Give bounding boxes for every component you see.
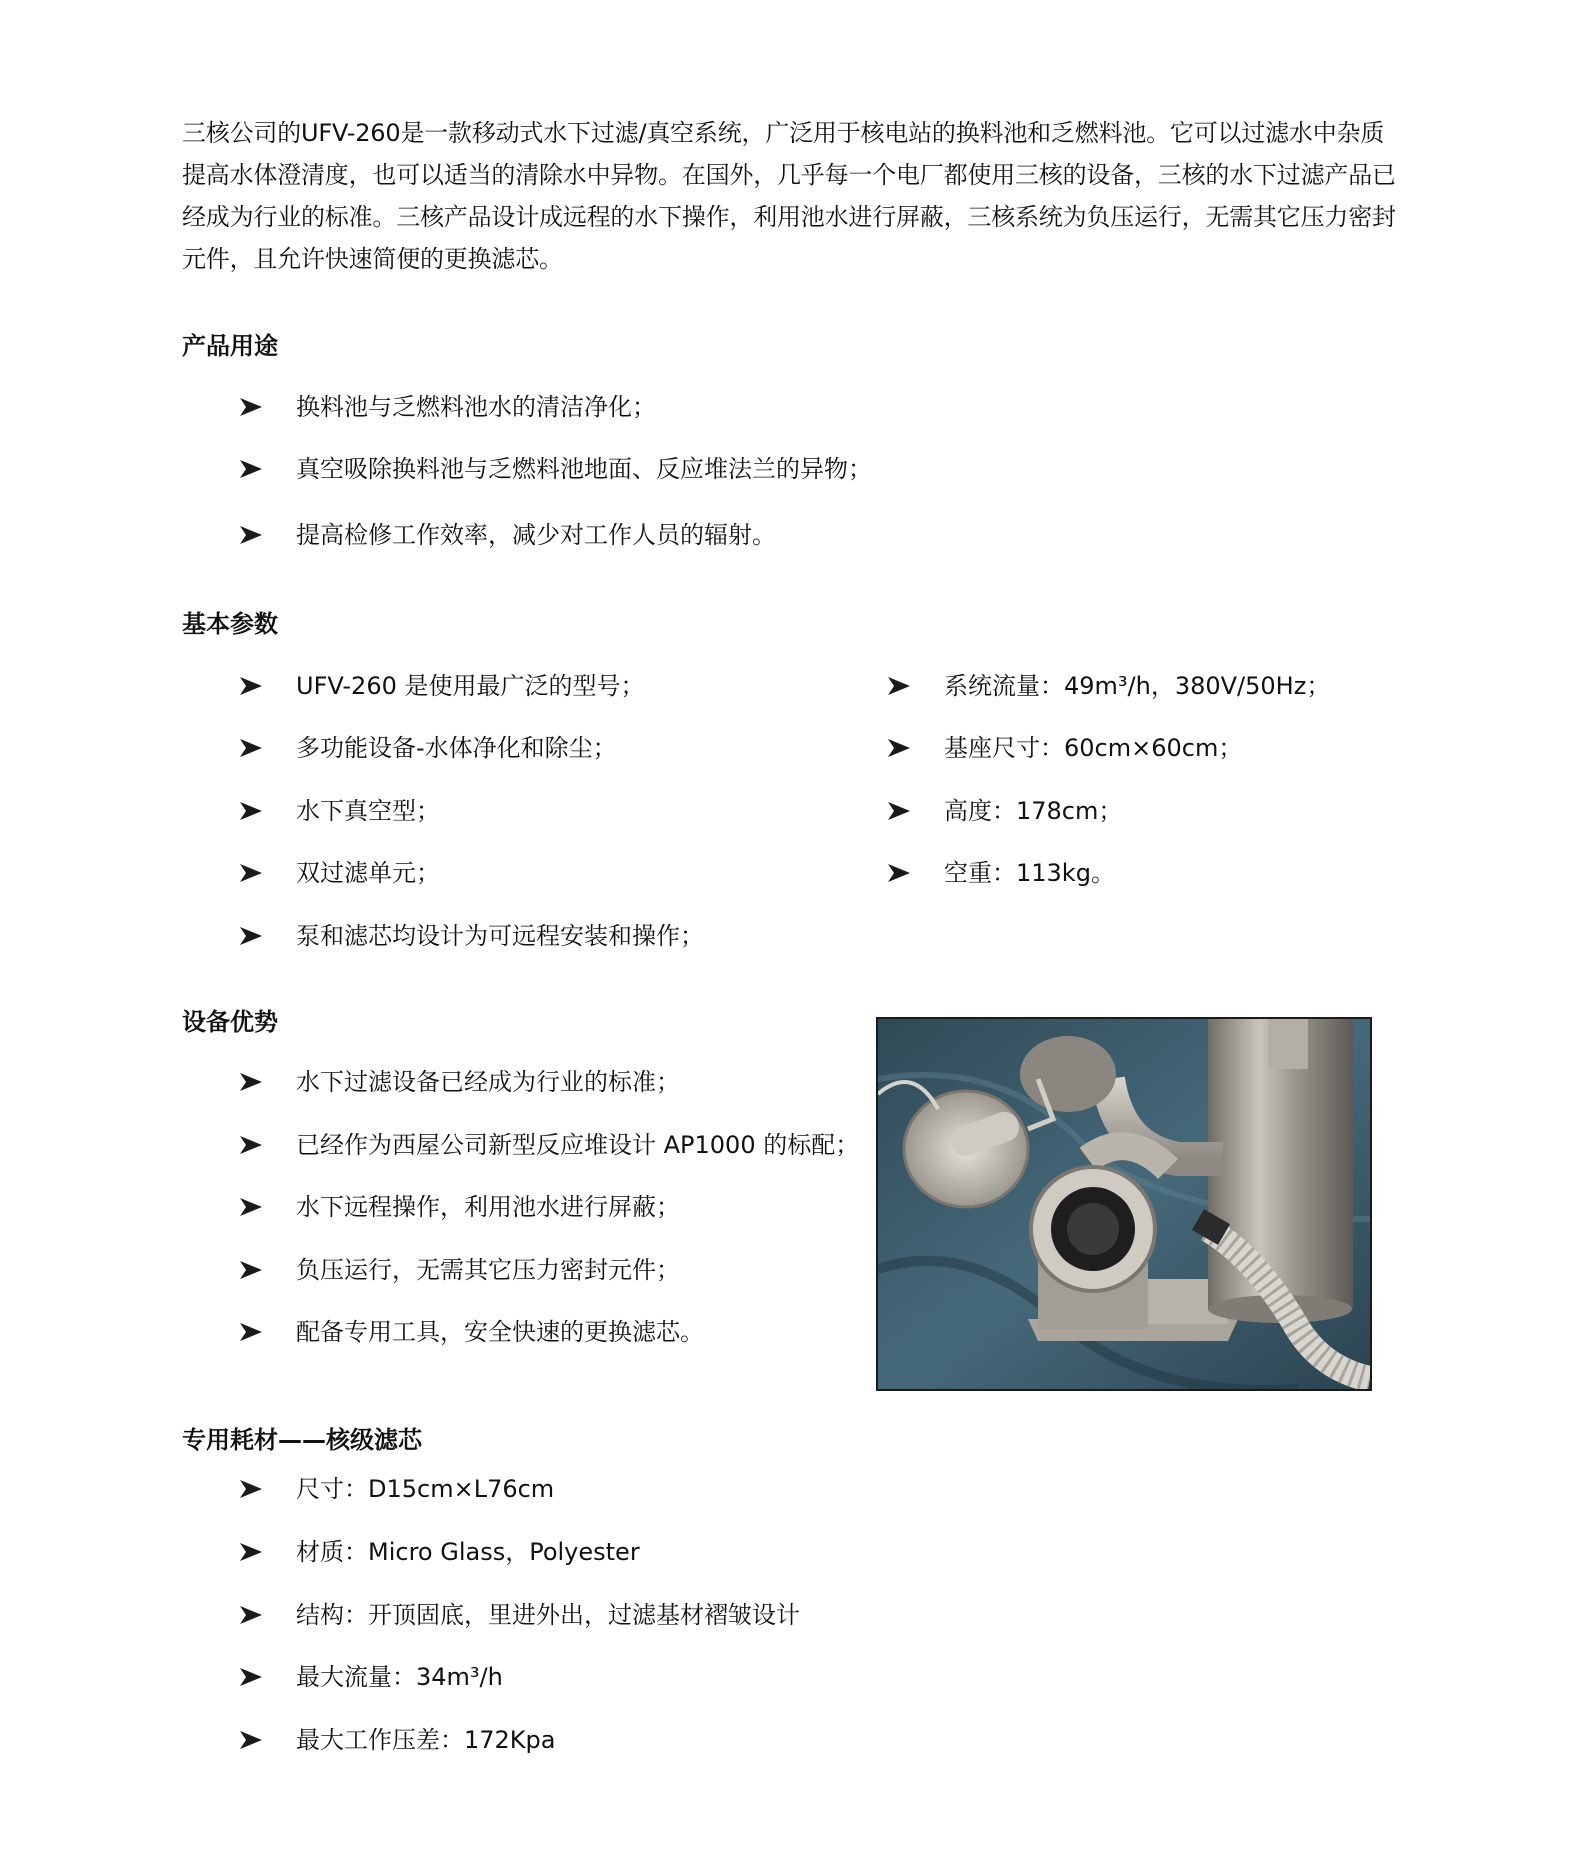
arrowhead-bullet-icon [240,677,262,695]
list-item-text: 水下真空型； [296,797,440,825]
list-item-text: 双过滤单元； [296,859,440,887]
list-item-text: 最大工作压差：172Kpa [296,1726,556,1754]
arrowhead-bullet-icon [240,526,262,544]
list-item-text: 泵和滤芯均设计为可远程安装和操作； [296,922,704,950]
arrowhead-bullet-icon [240,1606,262,1624]
list-item-text: 结构：开顶固底，里进外出，过滤基材褶皱设计 [296,1601,800,1629]
list-item-text: UFV-260 是使用最广泛的型号； [296,672,645,700]
arrowhead-bullet-icon [240,1136,262,1154]
arrowhead-bullet-icon [240,1668,262,1686]
list-item-text: 换料池与乏燃料池水的清洁净化； [296,393,656,421]
intro-line: 三核公司的UFV-260是一款移动式水下过滤/真空系统，广泛用于核电站的换料池和乏燃料池。它可以过滤水中杂质 [182,119,1385,147]
section-heading-usage: 产品用途 [182,332,278,360]
list-item-text: 已经作为西屋公司新型反应堆设计 AP1000 的标配； [296,1131,860,1159]
list-item-text: 负压运行，无需其它压力密封元件； [296,1256,680,1284]
arrowhead-bullet-icon [888,802,910,820]
arrowhead-bullet-icon [240,1323,262,1341]
arrowhead-bullet-icon [240,739,262,757]
list-item-text: 水下远程操作，利用池水进行屏蔽； [296,1193,680,1221]
list-item-text: 基座尺寸：60cm×60cm； [944,734,1243,762]
list-item-text: 尺寸：D15cm×L76cm [296,1475,555,1503]
equipment-photo [876,1017,1372,1391]
arrowhead-bullet-icon [240,460,262,478]
list-item-text: 水下过滤设备已经成为行业的标准； [296,1068,680,1096]
arrowhead-bullet-icon [240,927,262,945]
list-item-text: 真空吸除换料池与乏燃料池地面、反应堆法兰的异物； [296,455,872,483]
intro-line: 元件，且允许快速简便的更换滤芯。 [182,245,563,273]
list-item-text: 多功能设备-水体净化和除尘； [296,734,617,762]
list-item-text: 提高检修工作效率，减少对工作人员的辐射。 [296,521,776,549]
section-heading-advantages: 设备优势 [182,1008,278,1036]
intro-paragraph [182,112,1422,280]
arrowhead-bullet-icon [240,802,262,820]
arrowhead-bullet-icon [888,864,910,882]
section-heading-params: 基本参数 [182,610,278,638]
arrowhead-bullet-icon [240,1261,262,1279]
intro-line: 提高水体澄清度，也可以适当的清除水中异物。在国外，几乎每一个电厂都使用三核的设备，三核的水下过滤产品已 [182,161,1396,189]
list-item-text: 材质：Micro Glass，Polyester [296,1538,640,1566]
section-heading-consumables: 专用耗材——核级滤芯 [182,1426,422,1454]
arrowhead-bullet-icon [240,1731,262,1749]
intro-line: 经成为行业的标准。三核产品设计成远程的水下操作，利用池水进行屏蔽，三核系统为负压运行，无需其它压力密封 [182,203,1396,231]
list-item-text: 配备专用工具，安全快速的更换滤芯。 [296,1318,704,1346]
arrowhead-bullet-icon [240,1073,262,1091]
arrowhead-bullet-icon [240,1198,262,1216]
list-item-text: 系统流量：49m³/h，380V/50Hz； [944,672,1331,700]
arrowhead-bullet-icon [240,1543,262,1561]
arrowhead-bullet-icon [888,677,910,695]
list-item-text: 高度：178cm； [944,797,1123,825]
arrowhead-bullet-icon [240,398,262,416]
arrowhead-bullet-icon [240,1480,262,1498]
list-item-text: 空重：113kg。 [944,859,1115,887]
arrowhead-bullet-icon [888,739,910,757]
list-item-text: 最大流量：34m³/h [296,1663,503,1691]
arrowhead-bullet-icon [240,864,262,882]
